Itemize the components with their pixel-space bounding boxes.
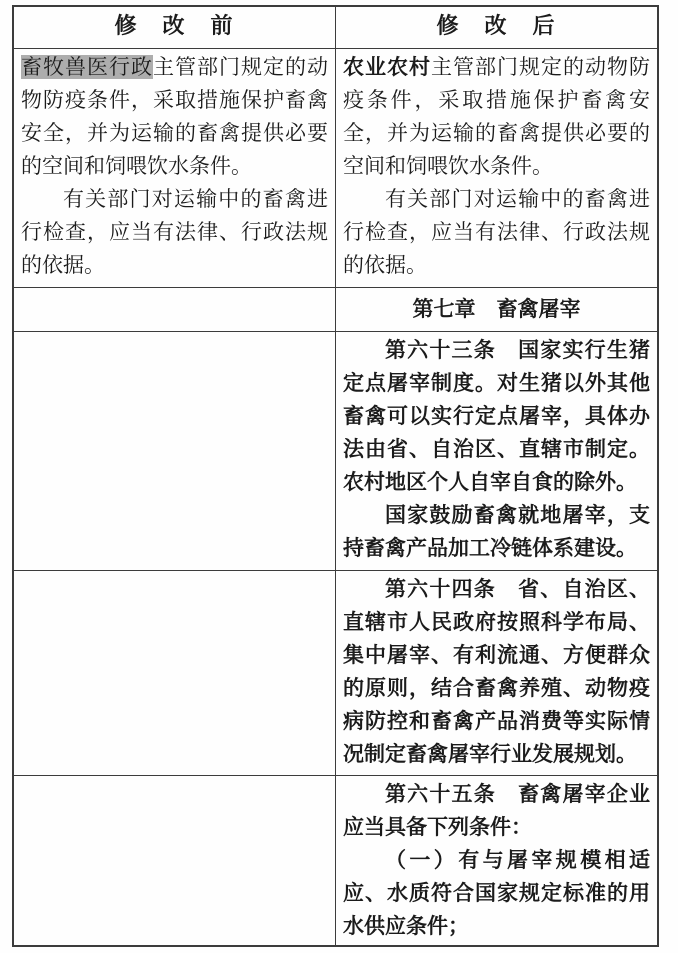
- before-transport-text: 主管部门规定的动物防疫条件，采取措施保护畜禽安全，并为运输的畜禽提供必要的空间和饲喂饮水条件。: [21, 55, 328, 178]
- empty-cell-before-article65: [13, 776, 336, 947]
- empty-cell-before-article63: [13, 332, 336, 571]
- paragraph-before-transport-2: 有关部门对运输中的畜禽进行检查，应当有法律、行政法规的依据。: [21, 187, 328, 277]
- highlighted-deleted-text: 畜牧兽医行政: [21, 55, 153, 79]
- paragraph-article64-1: 第六十四条 省、自治区、直辖市人民政府按照科学布局、集中屠宰、有利流通、方便群众的原则，结合畜禽养殖、动物疫病防控和畜禽产品消费等实际情况制定畜禽屠宰行业发展规划。: [343, 577, 650, 766]
- paragraph-article65-1: 第六十五条 畜禽屠宰企业应当具备下列条件：: [343, 782, 650, 839]
- table-row-article63: [13, 332, 658, 571]
- paragraph-article63-1: 第六十三条 国家实行生猪定点屠宰制度。对生猪以外其他畜禽可以实行定点屠宰，具体办法由省、自治区、直辖市制定。农村地区个人自宰自食的除外。: [343, 338, 650, 494]
- table-row-article65: [13, 776, 658, 947]
- empty-cell-before-chapter7: [13, 288, 336, 332]
- table-row-article-transport: [13, 49, 658, 288]
- chapter7-heading: 第七章 畜禽屠宰: [412, 297, 581, 321]
- after-transport-text: 主管部门规定的动物防疫条件，采取措施保护畜禽安全，并为运输的畜禽提供必要的空间和饲喂饮水条件。: [343, 55, 650, 178]
- paragraph-after-transport-2: 有关部门对运输中的畜禽进行检查，应当有法律、行政法规的依据。: [343, 187, 650, 277]
- paragraph-article63-2: 国家鼓励畜禽就地屠宰，支持畜禽产品加工冷链体系建设。: [343, 503, 650, 560]
- revision-comparison-table: [12, 5, 659, 947]
- cell-before-transport: [13, 49, 336, 288]
- paragraph-after-transport-1: [343, 51, 650, 183]
- table-row-article64: [13, 571, 658, 776]
- empty-cell-before-article64: [13, 571, 336, 776]
- column-header-before: 修 改 前: [13, 6, 336, 49]
- cell-after-chapter7: [336, 288, 659, 332]
- cell-after-article64: [336, 571, 659, 776]
- column-header-after: 修 改 后: [336, 6, 659, 49]
- cell-after-article65: [336, 776, 659, 947]
- cell-after-transport: [336, 49, 659, 288]
- paragraph-before-transport-1: [21, 51, 328, 183]
- table-row-chapter7: [13, 288, 658, 332]
- revised-inserted-text: 农业农村: [343, 55, 431, 79]
- cell-after-article63: [336, 332, 659, 571]
- header-row: [13, 6, 658, 49]
- paragraph-article65-2: （一）有与屠宰规模相适应、水质符合国家规定标准的用水供应条件；: [343, 848, 650, 938]
